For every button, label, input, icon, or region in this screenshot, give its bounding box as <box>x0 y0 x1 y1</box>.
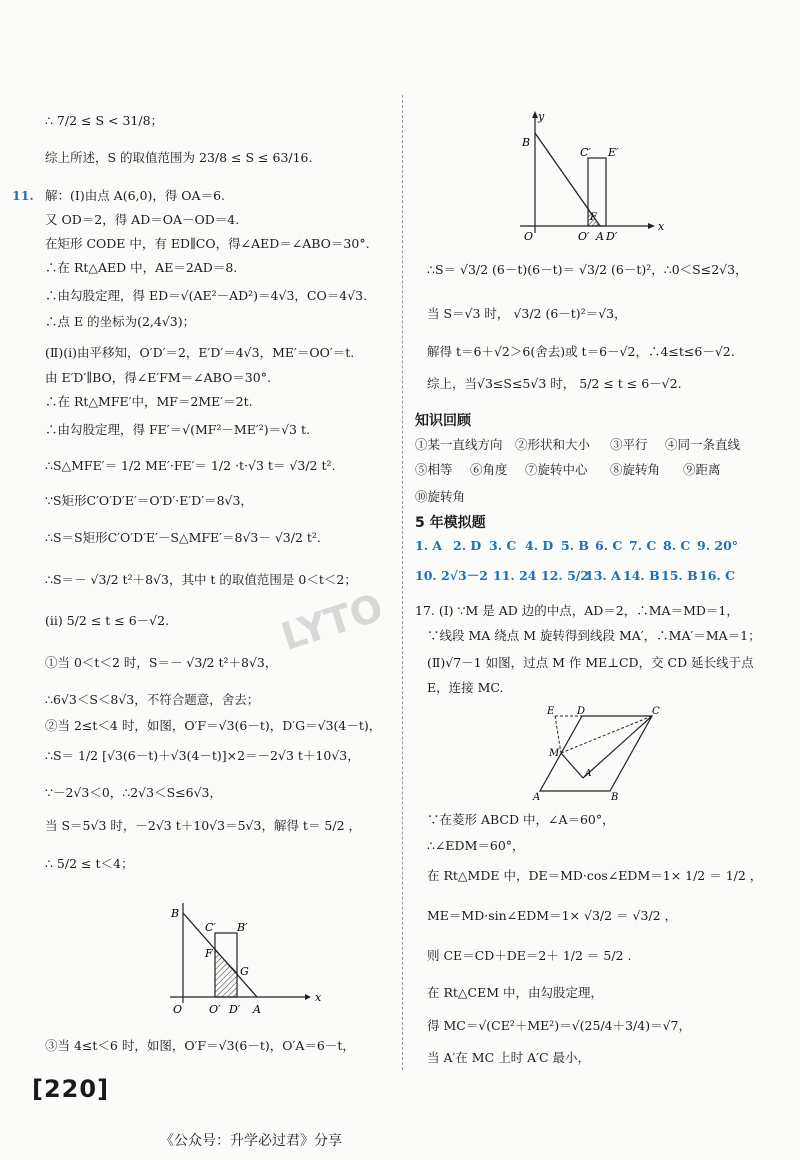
figure-rect-translation-1 <box>510 108 710 248</box>
section-heading-mock: 5 年模拟题 <box>415 515 486 531</box>
recall-item: ②形状和大小 <box>515 437 591 452</box>
text-line: ME＝MD·sin∠EDM＝1× √3/2 ＝ √3/2 ， <box>427 908 678 923</box>
label-B-prime: B′ <box>237 921 248 934</box>
recall-item: ⑥角度 <box>470 462 508 477</box>
answer: 4. D <box>525 538 554 553</box>
recall-item: ④同一条直线 <box>665 437 741 452</box>
answer: 16. C <box>699 568 736 583</box>
figure-rect-translation-2 <box>165 895 365 1025</box>
text-line: (ⅱ) 5/2 ≤ t ≤ 6－√2. <box>45 613 170 628</box>
text-line: ∴ 5/2 ≤ t＜4； <box>45 856 134 871</box>
text-line: ∴S＝－ √3/2 t²＋8√3，其中 t 的取值范围是 0＜t＜2； <box>45 572 357 587</box>
recall-item: ⑤相等 <box>415 462 453 477</box>
label-C: C <box>652 706 660 717</box>
text-line: ∴在 Rt△AED 中，AE＝2AD＝8. <box>45 260 238 275</box>
answer: 6. C <box>595 538 623 553</box>
text-line: 当 A′在 MC 上时 A′C 最小， <box>427 1050 591 1065</box>
label-O-prime: O′ <box>209 1003 221 1016</box>
answer: 10. 2√3－2 <box>415 568 488 583</box>
text-line: 由 E′D′∥BO，得∠E′FM＝∠ABO＝30°. <box>45 370 271 385</box>
text-line: ∴S△MFE′＝ 1/2 ME′·FE′＝ 1/2 ·t·√3 t＝ √3/2 t². <box>45 458 336 473</box>
text-line: ∴由勾股定理，得 ED＝√(AE²－AD²)＝4√3，CO＝4√3. <box>45 288 368 303</box>
label-A: A <box>596 230 604 243</box>
text-line: ∵－2√3＜0，∴2√3＜S≤6√3， <box>45 785 223 800</box>
text-line: 在 Rt△CEM 中，由勾股定理， <box>427 985 603 1000</box>
page-number: [ 220 ] <box>32 1075 109 1103</box>
answer: 11. 24 <box>493 568 537 583</box>
text-line: 当 S＝5√3 时，－2√3 t＋10√3＝5√3，解得 t＝ 5/2 ， <box>45 818 362 833</box>
text-line: ∴由勾股定理，得 FE′＝√(MF²－ME′²)＝√3 t. <box>45 422 310 437</box>
label-G: G <box>240 965 249 978</box>
answer: 14. B <box>623 568 660 583</box>
label-x: x <box>315 991 322 1004</box>
text-line: ∴S＝ 1/2 [√3(6－t)＋√3(4－t)]×2＝－2√3 t＋10√3， <box>45 748 360 763</box>
text-line: 在矩形 CODE 中，有 ED∥CO，得∠AED＝∠ABO＝30°. <box>45 236 370 251</box>
text-line: 则 CE＝CD＋DE＝2＋ 1/2 ＝ 5/2 . <box>427 948 632 963</box>
label-A-prime: A′ <box>585 769 594 779</box>
answer: 12. 5/2 <box>541 568 590 583</box>
text-line: (Ⅱ)(ⅰ)由平移知，O′D′＝2，E′D′＝4√3，ME′＝OO′＝t. <box>45 345 355 360</box>
text-line: 17. (Ⅰ) ∵M 是 AD 边的中点，AD＝2，∴MA＝MD＝1， <box>415 603 739 618</box>
text-line: ∴6√3＜S＜8√3，不符合题意，舍去； <box>45 692 260 707</box>
answer: 13. A <box>585 568 621 583</box>
answer: 1. A <box>415 538 443 553</box>
footer-text: 《公众号：升学必过君》分享 <box>160 1133 342 1149</box>
label-F: F <box>205 947 213 960</box>
label-O-prime: O′ <box>578 230 590 243</box>
answer: 2. D <box>453 538 482 553</box>
label-y: y <box>538 110 545 123</box>
label-E-prime: E′ <box>608 146 619 159</box>
text-line: 解得 t＝6＋√2＞6(舍去)或 t＝6－√2，∴4≤t≤6－√2. <box>427 344 735 359</box>
question-number: 11. <box>12 188 34 203</box>
label-C: C′ <box>205 921 216 934</box>
text-line: ③当 4≤t＜6 时，如图，O′F＝√3(6－t)，O′A＝6－t， <box>45 1038 355 1053</box>
recall-item: ⑦旋转中心 <box>525 462 588 477</box>
text-line: E，连接 MC. <box>427 680 504 695</box>
answer: 15. B <box>661 568 698 583</box>
label-O: O <box>173 1003 183 1016</box>
text-line: ∴S＝S矩形C′O′D′E′－S△MFE′＝8√3－ √3/2 t². <box>45 530 321 545</box>
label-D-prime: D′ <box>229 1003 241 1016</box>
answer: 5. B <box>561 538 589 553</box>
label-F: F <box>590 212 597 223</box>
recall-item: ③平行 <box>610 437 648 452</box>
label-A: A <box>533 792 541 801</box>
answer: 9. 20° <box>697 538 739 553</box>
label-D: D <box>577 706 586 717</box>
recall-item: ⑧旋转角 <box>610 462 661 477</box>
label-O: O <box>524 230 534 243</box>
text-line: 当 S＝√3 时， √3/2 (6－t)²＝√3， <box>427 306 627 321</box>
recall-item: ①某一直线方向 <box>415 437 503 452</box>
text-line: ∴ 7/2 ≤ S < 31/8； <box>45 113 164 128</box>
figure-rhombus <box>525 706 675 801</box>
text-line: ∴点 E 的坐标为(2,4√3)； <box>45 314 196 329</box>
text-line: 解：(Ⅰ)由点 A(6,0)，得 OA＝6. <box>45 188 225 203</box>
text-line: 综上，当√3≤S≤5√3 时， 5/2 ≤ t ≤ 6－√2. <box>427 376 682 391</box>
section-heading-recall: 知识回顾 <box>415 413 471 429</box>
answer: 3. C <box>489 538 517 553</box>
watermark: LYTO <box>275 585 389 659</box>
text-line: (Ⅱ)√7－1 如图，过点 M 作 ME⊥CD，交 CD 延长线于点 <box>427 655 754 670</box>
text-line: ∵在菱形 ABCD 中，∠A＝60°， <box>427 812 615 827</box>
text-line: 又 OD＝2，得 AD＝OA－OD＝4. <box>45 212 240 227</box>
label-B: B <box>611 792 619 801</box>
text-line: ∴S＝ √3/2 (6－t)(6－t)＝ √3/2 (6－t)²，∴0＜S≤2√3， <box>427 262 748 277</box>
text-line: 在 Rt△MDE 中，DE＝MD·cos∠EDM＝1× 1/2 ＝ 1/2 ， <box>427 868 763 883</box>
label-M: M <box>549 748 560 759</box>
recall-item: ⑩旋转角 <box>415 489 466 504</box>
text-line: ②当 2≤t＜4 时，如图，O′F＝√3(6－t)，D′G＝√3(4－t)， <box>45 718 382 733</box>
label-C-prime: C′ <box>580 146 591 159</box>
text-line: ∴∠EDM＝60°， <box>427 838 525 853</box>
label-D-prime: D′ <box>606 230 618 243</box>
text-line: ∵线段 MA 绕点 M 旋转得到线段 MA′，∴MA′＝MA＝1； <box>427 628 761 643</box>
text-line: 得 MC＝√(CE²＋ME²)＝√(25/4＋3/4)＝√7， <box>427 1018 692 1033</box>
label-A: A <box>253 1003 261 1016</box>
label-x: x <box>658 220 665 233</box>
recall-item: ⑨距离 <box>683 462 721 477</box>
text-line: ∴在 Rt△MFE′中，MF＝2ME′＝2t. <box>45 394 253 409</box>
column-divider <box>402 95 403 1070</box>
text-line: ①当 0＜t＜2 时，S＝－ √3/2 t²＋8√3， <box>45 655 278 670</box>
label-E: E <box>547 706 555 717</box>
answer: 7. C <box>629 538 657 553</box>
answer: 8. C <box>663 538 691 553</box>
text-line: ∵S矩形C′O′D′E′＝O′D′·E′D′＝8√3， <box>45 493 253 508</box>
text-line: 综上所述，S 的取值范围为 23/8 ≤ S ≤ 63/16. <box>45 150 313 165</box>
label-B: B <box>522 136 531 149</box>
label-B: B <box>171 907 180 920</box>
